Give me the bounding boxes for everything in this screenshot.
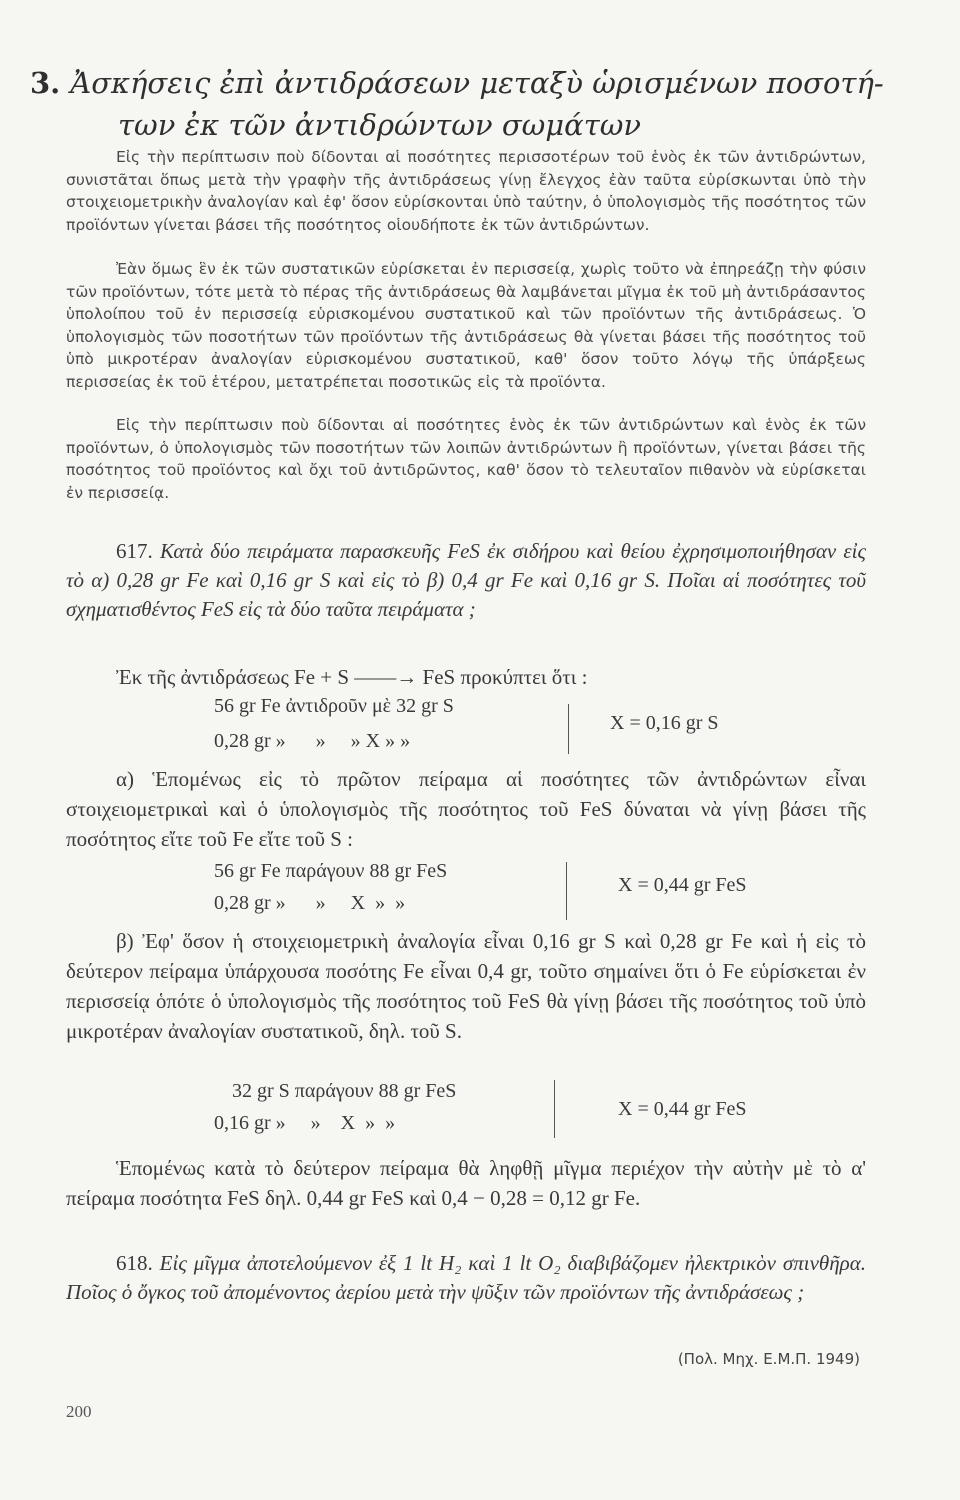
proportion-1-line-1: 56 gr Fe ἀντιδροῦν μὲ 32 gr S [214,695,454,717]
proportion-3-result: X = 0,44 gr FeS [618,1098,747,1120]
problem-617 [66,537,866,624]
proportion-1-line-2: 0,28 gr » » » X » » [214,730,411,752]
section-number: 3. [30,66,61,100]
intro-paragraph-1: Εἰς τὴν περίπτωσιν ποὺ δίδονται αἱ ποσότητες περισσοτέρων τοῦ ἑνὸς ἐκ τῶν ἀντιδρώντων, συνιστᾶται ὅπως μετὰ τὴν γραφὴν τῆς ἀντιδράσεως γίνῃ ἔλεγχος ἐὰν ταῦτα εὑρίσκωνται ὑπὸ τὴν στοιχειομετρικὴν ἀναλογίαν καὶ ἐφ' ὅσον εὑρίσκονται ὑπὸ ταύτην, ὁ ὑπολογισμὸς τῆς ποσότητος τῶν προϊόντων γίνεται βάσει τῆς ποσότητος οἱουδήποτε ἐκ τῶν ἀντιδρώντων. [66,148,866,234]
section-heading [30,62,910,146]
proportion-2-line-2: 0,28 gr » » X » » [214,892,406,914]
heading-line-1: Ἀσκήσεις ἐπὶ ἀντιδράσεων μεταξὺ ὡρισμένων ποσοτή- [70,66,884,100]
proportion-2-bar [566,862,567,920]
proportion-1-result: X = 0,16 gr S [610,712,719,734]
problem-618-text: Εἰς μῖγμα ἀποτελούμενον ἐξ 1 lt H₂ καὶ 1 lt O₂ διαβιβάζομεν ἠλεκτρικὸν σπινθῆρα. Ποῖος ὁ ὄγκος τοῦ ἀπομένοντος ἀερίου μετὰ τὴν ψῦξιν τῶν προϊόντων τῆς ἀντιδράσεως ; [66,1251,867,1304]
problem-617-number: 617. [116,539,153,563]
proportion-2-line-1: 56 gr Fe παράγουν 88 gr FeS [214,860,448,882]
conclusion-paragraph: Ἑπομένως κατὰ τὸ δεύτερον πείραμα θὰ ληφθῇ μῖγμα περιέχον τὴν αὐτὴν μὲ τὸ α' πείραμα ποσότητα FeS δηλ. 0,44 gr FeS καὶ 0,4 − 0,28 = 0,12 gr Fe. [66,1156,866,1210]
proportion-2-result: X = 0,44 gr FeS [618,874,747,896]
problem-618-number: 618. [116,1251,153,1275]
intro-paragraph-3: Εἰς τὴν περίπτωσιν ποὺ δίδονται αἱ ποσότητες ἑνὸς ἐκ τῶν ἀντιδρώντων καὶ ἑνὸς ἐκ τῶν προϊόντων, ὁ ὑπολογισμὸς τῶν ποσοτήτων τῶν λοιπῶν ἀντιδρώντων ἢ προϊόντων, γίνεται βάσει τῆς ποσότητος τοῦ προϊόντος καὶ ὄχι τοῦ ἀντιδρῶντος, καθ' ὅσον τὸ τελευταῖον πιθανὸν νὰ εὑρίσκεται ἐν περισσείᾳ. [66,416,866,502]
proportion-3-line-1: 32 gr S παράγουν 88 gr FeS [232,1080,457,1102]
heading-line-2: των ἐκ τῶν ἀντιδρώντων σωμάτων [118,108,642,142]
page-number: 200 [66,1402,92,1421]
reaction-line: Ἐκ τῆς ἀντιδράσεως Fe + S ——→ FeS προκύπτει ὅτι : [116,665,588,689]
proportion-1-bar [568,704,569,754]
proportion-3-line-2: 0,16 gr » » X » » [214,1112,396,1134]
part-beta: β) Ἐφ' ὅσον ἡ στοιχειομετρικὴ ἀναλογία εἶναι 0,16 gr S καὶ 0,28 gr Fe καὶ ἡ εἰς τὸ δεύτερον πείραμα ὑπάρχουσα ποσότης Fe εἶναι 0,4 gr, τοῦτο σημαίνει ὅτι ὁ Fe εὑρίσκεται ἐν περισσείᾳ ὁπότε ὁ ὑπολογισμὸς τῆς ποσότητος τοῦ FeS θὰ γίνῃ βάσει τῆς ποσότητος τοῦ ὑπὸ μικροτέραν ἀναλογίαν συστατικοῦ, δηλ. τοῦ S. [66,929,866,1043]
part-alpha: α) Ἑπομένως εἰς τὸ πρῶτον πείραμα αἱ ποσότητες τῶν ἀντιδρώντων εἶναι στοιχειομετρικαὶ καὶ ὁ ὑπολογισμὸς τῆς ποσότητος τοῦ FeS δύναται νὰ γίνῃ βάσει τῆς ποσότητος εἴτε τοῦ Fe εἴτε τοῦ S : [66,767,866,851]
problem-618 [66,1249,866,1307]
proportion-3-bar [554,1080,555,1138]
problem-617-text: Κατὰ δύο πειράματα παρασκευῆς FeS ἐκ σιδήρου καὶ θείου ἐχρησιμοποιήθησαν εἰς τὸ α) 0,28 gr Fe καὶ 0,16 gr S καὶ εἰς τὸ β) 0,4 gr Fe καὶ 0,16 gr S. Ποῖαι αἱ ποσότητες τοῦ σχηματισθέντος FeS εἰς τὰ δύο ταῦτα πειράματα ; [66,539,867,621]
exam-reference: (Πολ. Μηχ. Ε.Μ.Π. 1949) [677,1350,860,1368]
intro-paragraph-2: Ἐὰν ὅμως ἓν ἐκ τῶν συστατικῶν εὑρίσκεται ἐν περισσείᾳ, χωρὶς τοῦτο νὰ ἐπηρεάζῃ τὴν φύσιν τῶν προϊόντων, τότε μετὰ τὸ πέρας τῆς ἀντιδράσεως θὰ λαμβάνεται μῖγμα ἐκ τοῦ μὴ ἀντιδράσαντος ὑπολοίπου τοῦ ἐν περισσείᾳ εὑρισκομένου συστατικοῦ καὶ τῶν προϊόντων τῆς ἀντιδράσεως. Ὁ ὑπολογισμὸς τῶν ποσοτήτων τῶν προϊόντων τῆς ἀντιδράσεως θὰ γίνεται βάσει τῆς ποσότητος τοῦ ὑπὸ μικροτέραν ἀναλογίαν εὑρισκομένου συστατικοῦ, καθ' ὅσον τοῦτο λόγῳ τῆς ὑπάρξεως περισσείας ἐκ τοῦ ἑτέρου, μετατρέπεται ποσοτικῶς εἰς τὰ προϊόντα. [66,260,866,391]
